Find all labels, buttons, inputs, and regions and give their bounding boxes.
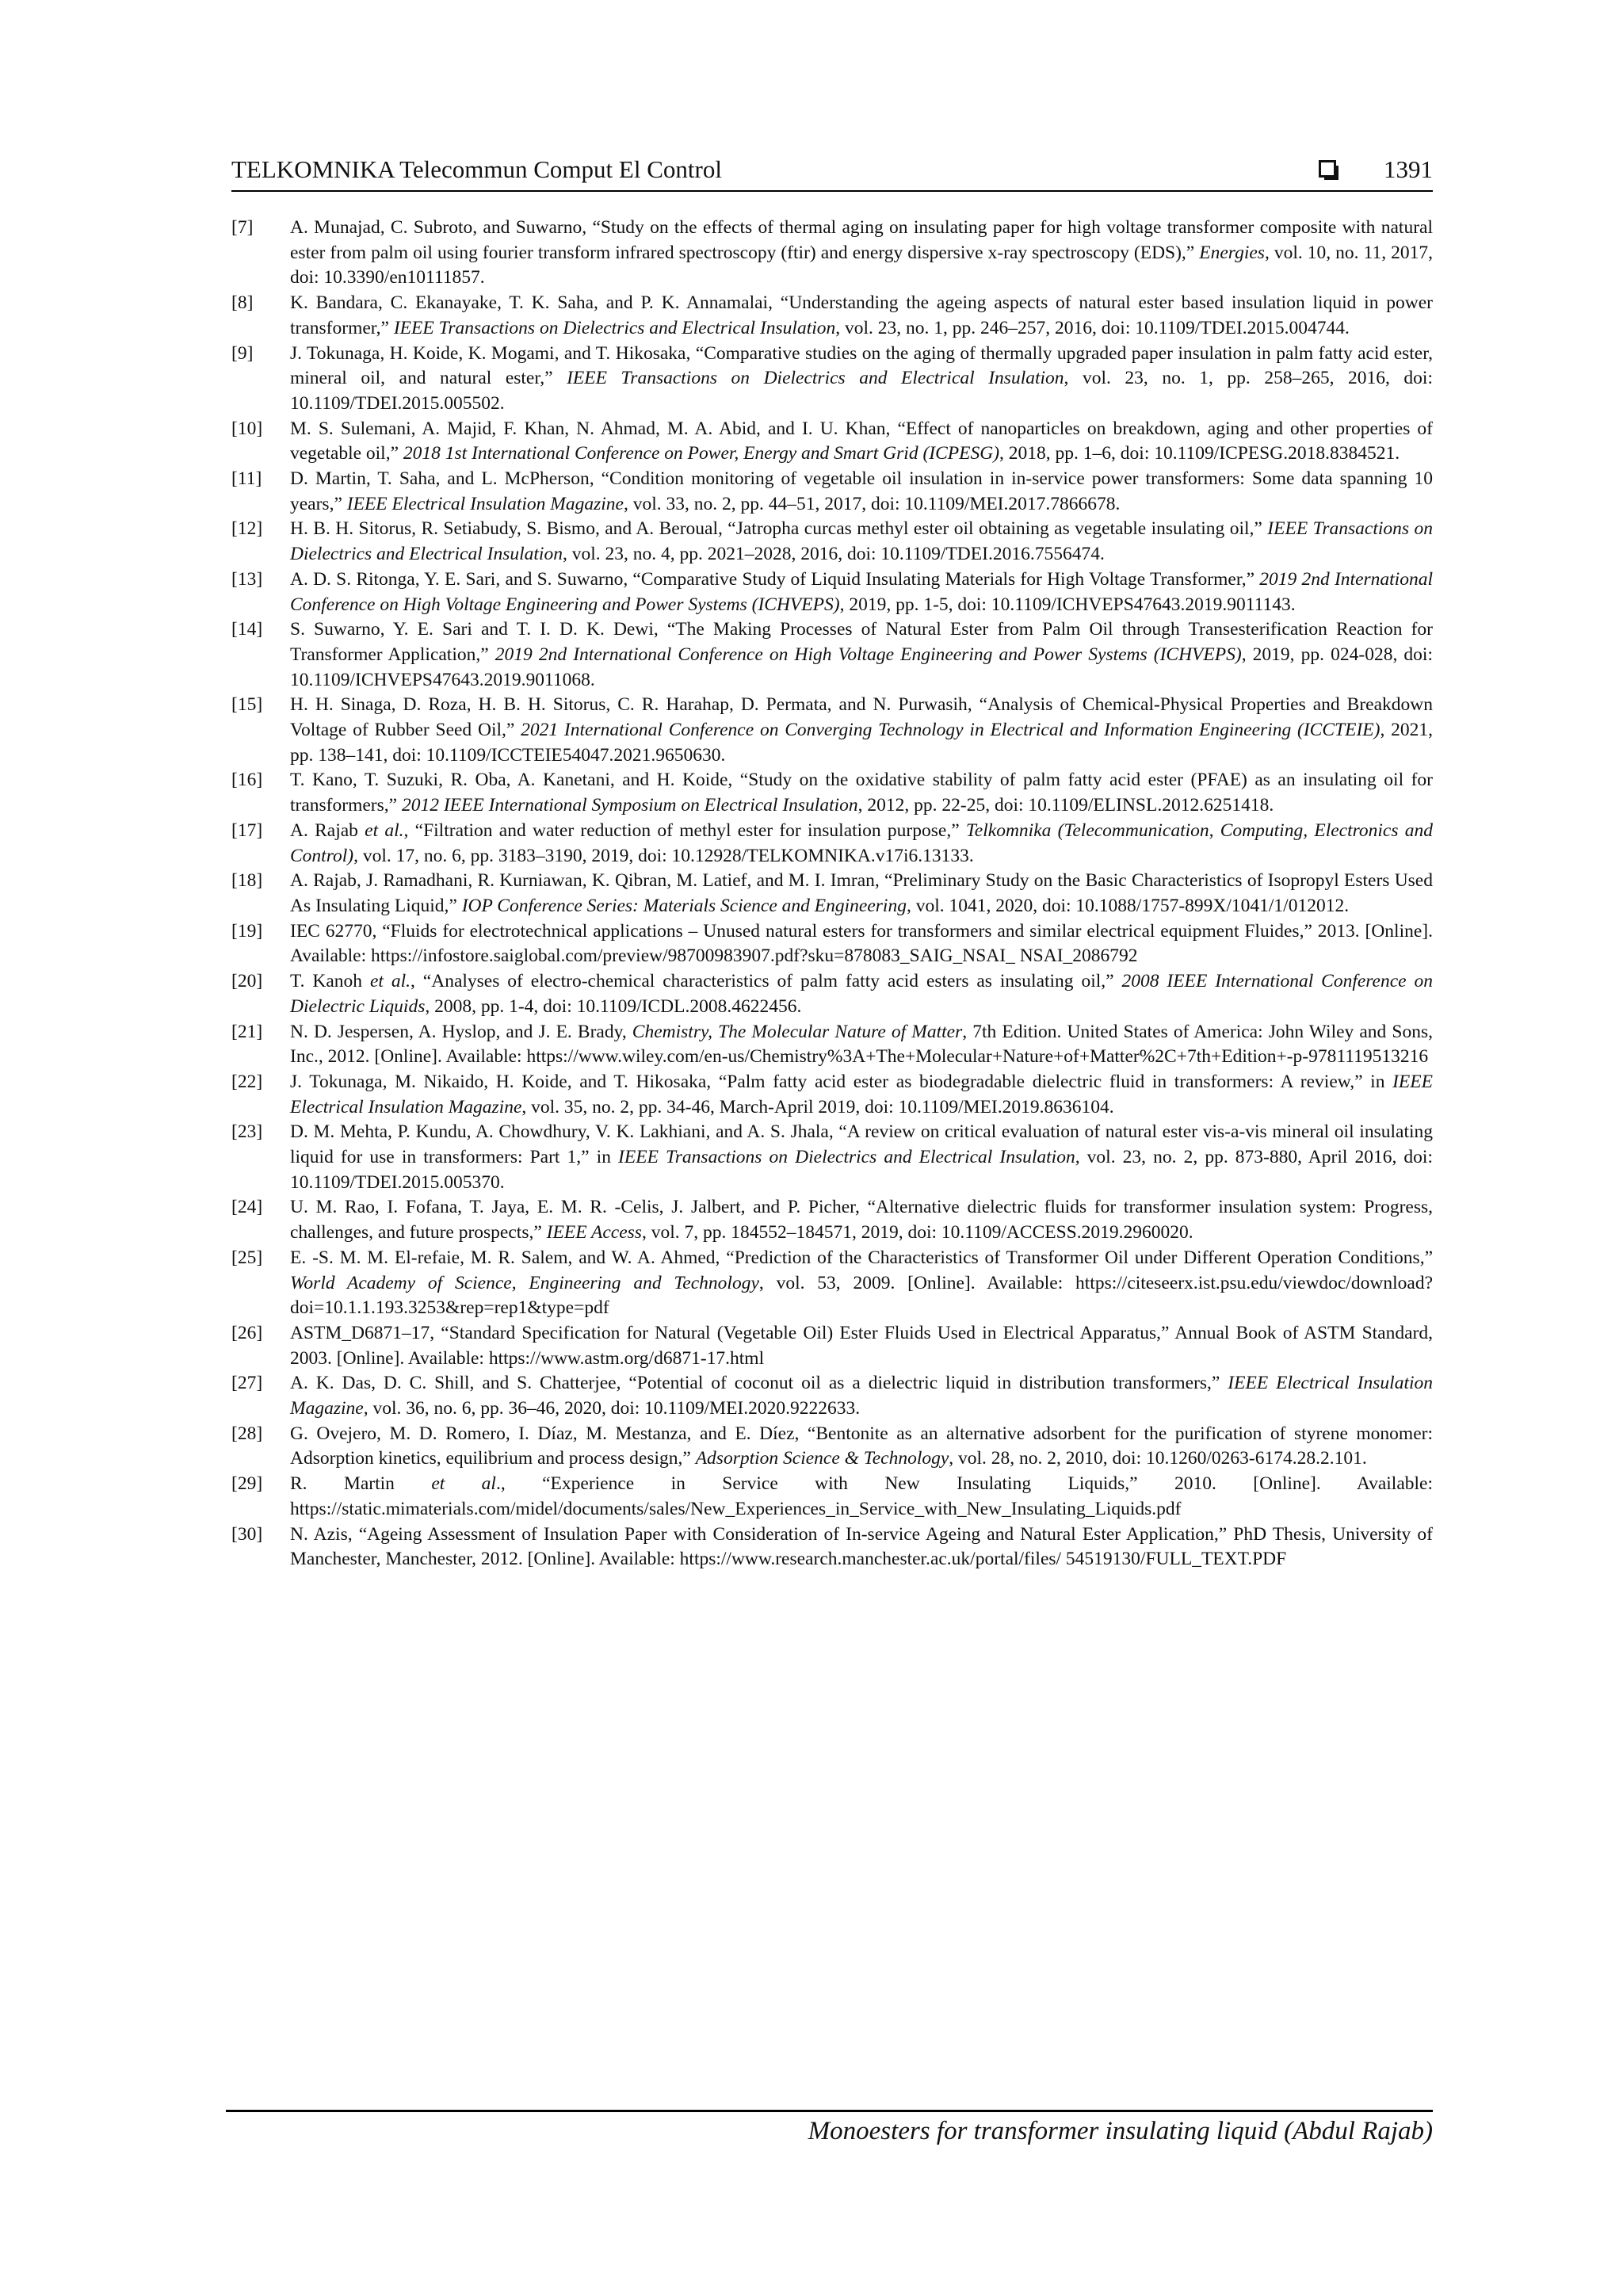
reference-italic-segment: et al: [431, 1473, 496, 1495]
reference-text: [290, 1524, 1433, 1570]
reference-number: [26]: [231, 1322, 263, 1343]
reference-number: [22]: [231, 1071, 263, 1092]
reference-number: [24]: [231, 1197, 263, 1218]
reference-number: [10]: [231, 418, 263, 439]
reference-text: [290, 1072, 1433, 1117]
reference-segment: , 2008, pp. 1-4, doi: 10.1109/ICDL.2008.4622456.: [425, 995, 802, 1017]
reference-number: [28]: [231, 1423, 263, 1444]
reference-item: [231, 1020, 1433, 1070]
reference-number: [23]: [231, 1121, 263, 1143]
reference-text: [290, 418, 1433, 464]
reference-italic-segment: 2018 1st International Conference on Power, Energy and Smart Grid (ICPESG): [403, 443, 1000, 464]
reference-italic-segment: Energies: [1199, 242, 1265, 263]
reference-italic-segment: IEEE Electrical Insulation Magazine: [346, 493, 624, 514]
reference-item: [231, 969, 1433, 1019]
reference-number: [7]: [231, 217, 254, 238]
reference-text: [290, 1247, 1433, 1318]
reference-segment: T. Kanoh: [290, 971, 370, 992]
reference-segment: , 2021, pp. 138–141, doi: 10.1109/ICCTEIE54047.2021.9650630.: [290, 720, 1433, 766]
reference-segment: , 2018, pp. 1–6, doi: 10.1109/ICPESG.2018.8384521.: [999, 443, 1400, 464]
reference-segment: , vol. 7, pp. 184552–184571, 2019, doi: 10.1109/ACCESS.2019.2960020.: [641, 1222, 1193, 1244]
reference-number: [9]: [231, 342, 254, 364]
reference-italic-segment: 2021 International Conference on Converging Technology in Electrical and Information Engineering (ICCTEIE): [521, 720, 1381, 741]
reference-number: [12]: [231, 518, 263, 540]
page-header: [231, 154, 1433, 192]
reference-segment: ASTM_D6871–17, “Standard Specification for Natural (Vegetable Oil) Ester Fluids Used in Electrical Apparatus,” Annual Book of ASTM Standard, 2003. [Online]. Available: https://www.astm.org/d6871-17.html: [290, 1322, 1433, 1369]
reference-segment: , vol. 33, no. 2, pp. 44–51, 2017, doi: 10.1109/MEI.2017.7866678.: [623, 493, 1121, 514]
reference-segment: , “Filtration and water reduction of methyl ester for insulation purpose,”: [403, 819, 966, 841]
journal-title: TELKOMNIKA Telecommun Comput El Control: [231, 155, 722, 183]
reference-text: [290, 343, 1433, 414]
reference-segment: , vol. 23, no. 1, pp. 246–257, 2016, doi: 10.1109/TDEI.2015.004744.: [835, 317, 1350, 338]
reference-italic-segment: Adsorption Science & Technology: [695, 1448, 949, 1469]
reference-item: [231, 1120, 1433, 1195]
reference-italic-segment: 2012 IEEE International Symposium on Electrical Insulation: [401, 795, 858, 816]
reference-segment: N. D. Jespersen, A. Hyslop, and J. E. Brady,: [290, 1021, 632, 1042]
reference-text: [290, 1121, 1433, 1192]
reference-segment: T. Kano, T. Suzuki, R. Oba, A. Kanetani, and H. Koide, “Study on the oxidative stability of palm fatty acid ester (PFAE) as an insulating oil for transformers,”: [290, 770, 1433, 816]
reference-text: [290, 870, 1433, 916]
reference-text: [290, 971, 1433, 1017]
reference-text: [290, 569, 1433, 615]
reference-item: [231, 768, 1433, 818]
reference-text: [290, 217, 1433, 288]
reference-item: [231, 291, 1433, 341]
reference-item: [231, 1070, 1433, 1120]
reference-item: [231, 869, 1433, 919]
reference-item: [231, 1422, 1433, 1472]
reference-number: [11]: [231, 468, 262, 490]
reference-text: [290, 292, 1433, 338]
reference-item: [231, 1195, 1433, 1245]
reference-text: [290, 921, 1433, 967]
reference-number: [21]: [231, 1021, 263, 1042]
reference-item: [231, 1472, 1433, 1522]
reference-number: [30]: [231, 1523, 263, 1545]
reference-number: [8]: [231, 292, 254, 314]
reference-number: [27]: [231, 1373, 263, 1394]
reference-item: [231, 342, 1433, 417]
reference-segment: D. M. Mehta, P. Kundu, A. Chowdhury, V. K. Lakhiani, and A. S. Jhala, “A review on critical evaluation of natural ester vis-a-vis mineral oil insulating liquid for use in transformers: Part 1,” in: [290, 1121, 1433, 1168]
reference-italic-segment: Telkomnika (Telecommunication, Computing, Electronics and Control): [290, 819, 1433, 866]
reference-item: [231, 1246, 1433, 1321]
reference-segment: A. Munajad, C. Subroto, and Suwarno, “Study on the effects of thermal aging on insulating paper for high voltage transformer composite with natural ester from palm oil using fourier transform infrared spectroscopy (ftir) and energy dispersive x-ray spectroscopy (EDS),”: [290, 217, 1433, 263]
reference-number: [29]: [231, 1473, 263, 1495]
reference-segment: H. H. Sinaga, D. Roza, H. B. H. Sitorus, C. R. Harahap, D. Permata, and N. Purwasih, “Analysis of Chemical-Physical Properties and Breakdown Voltage of Rubber Seed Oil,”: [290, 694, 1433, 741]
reference-italic-segment: 2019 2nd International Conference on High Voltage Engineering and Power Systems (ICHVEPS): [290, 568, 1433, 615]
reference-segment: , vol. 17, no. 6, pp. 3183–3190, 2019, doi: 10.12928/TELKOMNIKA.v17i6.13133.: [353, 845, 974, 866]
reference-italic-segment: IEEE Transactions on Dielectrics and Electrical Insulation: [290, 518, 1433, 565]
reference-segment: , 2019, pp. 1-5, doi: 10.1109/ICHVEPS47643.2019.9011143.: [839, 594, 1296, 615]
reference-item: [231, 567, 1433, 617]
box-icon: [1319, 160, 1336, 178]
reference-segment: , vol. 23, no. 4, pp. 2021–2028, 2016, doi: 10.1109/TDEI.2016.7556474.: [562, 544, 1105, 565]
reference-text: [290, 518, 1433, 564]
reference-italic-segment: 2008 IEEE International Conference on Dielectric Liquids: [290, 971, 1434, 1017]
reference-segment: H. B. H. Sitorus, R. Setiabudy, S. Bismo, and A. Beroual, “Jatropha curcas methyl ester oil obtaining as vegetable insulating oil,”: [290, 518, 1268, 540]
reference-item: [231, 216, 1433, 291]
page-number: 1391: [1384, 155, 1433, 183]
reference-number: [20]: [231, 971, 263, 992]
reference-item: [231, 919, 1433, 969]
reference-text: [290, 468, 1433, 514]
reference-item: [231, 617, 1433, 693]
reference-italic-segment: IEEE Electrical Insulation Magazine: [290, 1071, 1433, 1117]
reference-segment: K. Bandara, C. Ekanayake, T. K. Saha, and P. K. Annamalai, “Understanding the ageing aspects of natural ester based insulation liquid in power transformer,”: [290, 292, 1433, 338]
reference-italic-segment: IOP Conference Series: Materials Science and Engineering: [461, 895, 907, 916]
reference-segment: , vol. 1041, 2020, doi: 10.1088/1757-899X/1041/1/012012.: [906, 895, 1350, 916]
reference-segment: U. M. Rao, I. Fofana, T. Jaya, E. M. R. -Celis, J. Jalbert, and P. Picher, “Alternative dielectric fluids for transformer insulation system: Progress, challenges, and future prospects,”: [290, 1197, 1433, 1244]
reference-segment: , vol. 53, 2009. [Online]. Available: https://citeseerx.ist.psu.edu/viewdoc/download?doi=10.1.1.193.3253&rep=rep1&type=pdf: [290, 1272, 1434, 1319]
reference-text: [290, 1022, 1433, 1068]
reference-item: [231, 417, 1433, 467]
reference-text: [290, 1473, 1433, 1519]
reference-italic-segment: IEEE Access: [546, 1222, 642, 1244]
reference-number: [17]: [231, 819, 263, 841]
reference-segment: ., “Experience in Service with New Insulating Liquids,” 2010. [Online]. Available: https://static.mimaterials.com/midel/documents/sales/New_Experiences_in_Service_with_New_Insulating_Liquids.pdf: [290, 1473, 1433, 1519]
reference-item: [231, 467, 1433, 517]
reference-item: [231, 1321, 1433, 1371]
reference-segment: A. Rajab: [290, 819, 365, 841]
reference-number: [18]: [231, 870, 263, 892]
reference-italic-segment: et al.: [365, 819, 404, 841]
reference-segment: , 2019, pp. 024-028, doi: 10.1109/ICHVEPS47643.2019.9011068.: [290, 644, 1433, 690]
reference-segment: J. Tokunaga, H. Koide, K. Mogami, and T. Hikosaka, “Comparative studies on the aging of thermally upgraded paper insulation in palm fatty acid ester, mineral oil, and natural ester,”: [290, 342, 1433, 389]
reference-number: [15]: [231, 694, 263, 716]
reference-text: [290, 1197, 1433, 1243]
reference-italic-segment: IEEE Transactions on Dielectrics and Electrical Insulation: [567, 368, 1064, 389]
reference-segment: S. Suwarno, Y. E. Sari and T. I. D. K. Dewi, “The Making Processes of Natural Ester from Palm Oil through Transesterification Reaction for Transformer Application,”: [290, 619, 1433, 665]
reference-italic-segment: et al.: [369, 971, 411, 992]
reference-segment: D. Martin, T. Saha, and L. McPherson, “Condition monitoring of vegetable oil insulation in in-service power transformers: Some data spanning 10 years,”: [290, 468, 1433, 514]
reference-item: [231, 517, 1433, 567]
reference-segment: A. K. Das, D. C. Shill, and S. Chatterjee, “Potential of coconut oil as a dielectric liquid in distribution transformers,”: [290, 1373, 1228, 1394]
reference-number: [25]: [231, 1247, 263, 1268]
reference-text: [290, 1423, 1433, 1469]
reference-italic-segment: IEEE Transactions on Dielectrics and Electrical Insulation: [393, 317, 836, 338]
reference-italic-segment: IEEE Electrical Insulation Magazine: [290, 1373, 1433, 1419]
reference-segment: , 2012, pp. 22-25, doi: 10.1109/ELINSL.2012.6251418.: [857, 795, 1274, 816]
reference-segment: G. Ovejero, M. D. Romero, I. Díaz, M. Mestanza, and E. Díez, “Bentonite as an alternative adsorbent for the purification of styrene monomer: Adsorption kinetics, equilibrium and process design,”: [290, 1423, 1433, 1469]
reference-list: [231, 216, 1433, 1572]
reference-italic-segment: World Academy of Science, Engineering and Technology: [290, 1272, 759, 1293]
reference-text: [290, 770, 1433, 816]
reference-segment: , vol. 35, no. 2, pp. 34-46, March-April 2019, doi: 10.1109/MEI.2019.8636104.: [521, 1096, 1114, 1117]
reference-segment: IEC 62770, “Fluids for electrotechnical applications – Unused natural esters for transformers and similar electrical equipment Fluides,” 2013. [Online]. Available: https://infostore.saiglobal.com/preview/98700983907.pdf?sku=878083_SAIG_NSAI_ NSAI_2086792: [290, 920, 1433, 967]
reference-italic-segment: 2019 2nd International Conference on High Voltage Engineering and Power Systems (ICHVEPS): [495, 644, 1242, 665]
reference-number: [14]: [231, 619, 263, 640]
reference-segment: , vol. 10, no. 11, 2017, doi: 10.3390/en10111857.: [290, 242, 1433, 288]
reference-item: [231, 819, 1433, 869]
reference-italic-segment: IEEE Transactions on Dielectrics and Electrical Insulation,: [618, 1147, 1080, 1168]
reference-segment: R. Martin: [290, 1473, 432, 1495]
reference-segment: , vol. 36, no. 6, pp. 36–46, 2020, doi: 10.1109/MEI.2020.9222633.: [363, 1398, 861, 1419]
reference-segment: , 7th Edition. United States of America: John Wiley and Sons, Inc., 2012. [Online]. Available: https://www.wiley.com/en-us/Chemistry%3A+The+Molecular+Nature+of+Matter%2C+7th+Edition+-p-9781119513216: [290, 1021, 1433, 1068]
reference-number: [16]: [231, 770, 263, 791]
reference-item: [231, 693, 1433, 768]
reference-segment: N. Azis, “Ageing Assessment of Insulation Paper with Consideration of In-service Ageing and Natural Ester Application,” PhD Thesis, University of Manchester, Manchester, 2012. [Online]. Available: https://www.research.manchester.ac.uk/portal/files/ 54519130/FULL_TEXT.PDF: [290, 1523, 1433, 1570]
reference-text: [290, 1323, 1433, 1369]
reference-segment: E. -S. M. M. El-refaie, M. R. Salem, and W. A. Ahmed, “Prediction of the Characteristics of Transformer Oil under Different Operation Conditions,”: [290, 1247, 1433, 1268]
reference-segment: A. D. S. Ritonga, Y. E. Sari, and S. Suwarno, “Comparative Study of Liquid Insulating Materials for High Voltage Transformer,”: [290, 568, 1260, 590]
reference-item: [231, 1522, 1433, 1572]
reference-text: [290, 694, 1433, 765]
page-footer: [226, 2110, 1433, 2145]
reference-segment: vol. 23, no. 2, pp. 873-880, April 2016, doi: 10.1109/TDEI.2015.005370.: [290, 1147, 1433, 1193]
reference-item: [231, 1371, 1433, 1421]
reference-italic-segment: Chemistry, The Molecular Nature of Matter: [632, 1021, 963, 1042]
reference-text: [290, 619, 1433, 690]
reference-segment: , “Analyses of electro-chemical characteristics of palm fatty acid esters as insulating oil,”: [411, 971, 1122, 992]
reference-segment: J. Tokunaga, M. Nikaido, H. Koide, and T. Hikosaka, “Palm fatty acid ester as biodegradable dielectric fluid in transformers: A review,” in: [290, 1071, 1393, 1092]
reference-number: [19]: [231, 920, 263, 942]
reference-segment: M. S. Sulemani, A. Majid, F. Khan, N. Ahmad, M. A. Abid, and I. U. Khan, “Effect of nanoparticles on breakdown, aging and other properties of vegetable oil,”: [290, 418, 1433, 464]
reference-number: [13]: [231, 568, 263, 590]
reference-segment: A. Rajab, J. Ramadhani, R. Kurniawan, K. Qibran, M. Latief, and M. I. Imran, “Preliminary Study on the Basic Characteristics of Isopropyl Esters Used As Insulating Liquid,”: [290, 870, 1433, 916]
footer-title: Monoesters for transformer insulating liquid (Abdul Rajab): [808, 2117, 1433, 2145]
reference-segment: , vol. 28, no. 2, 2010, doi: 10.1260/0263-6174.28.2.101.: [949, 1448, 1367, 1469]
reference-text: [290, 820, 1433, 866]
reference-text: [290, 1373, 1433, 1419]
reference-segment: , vol. 23, no. 1, pp. 258–265, 2016, doi: 10.1109/TDEI.2015.005502.: [290, 368, 1433, 414]
